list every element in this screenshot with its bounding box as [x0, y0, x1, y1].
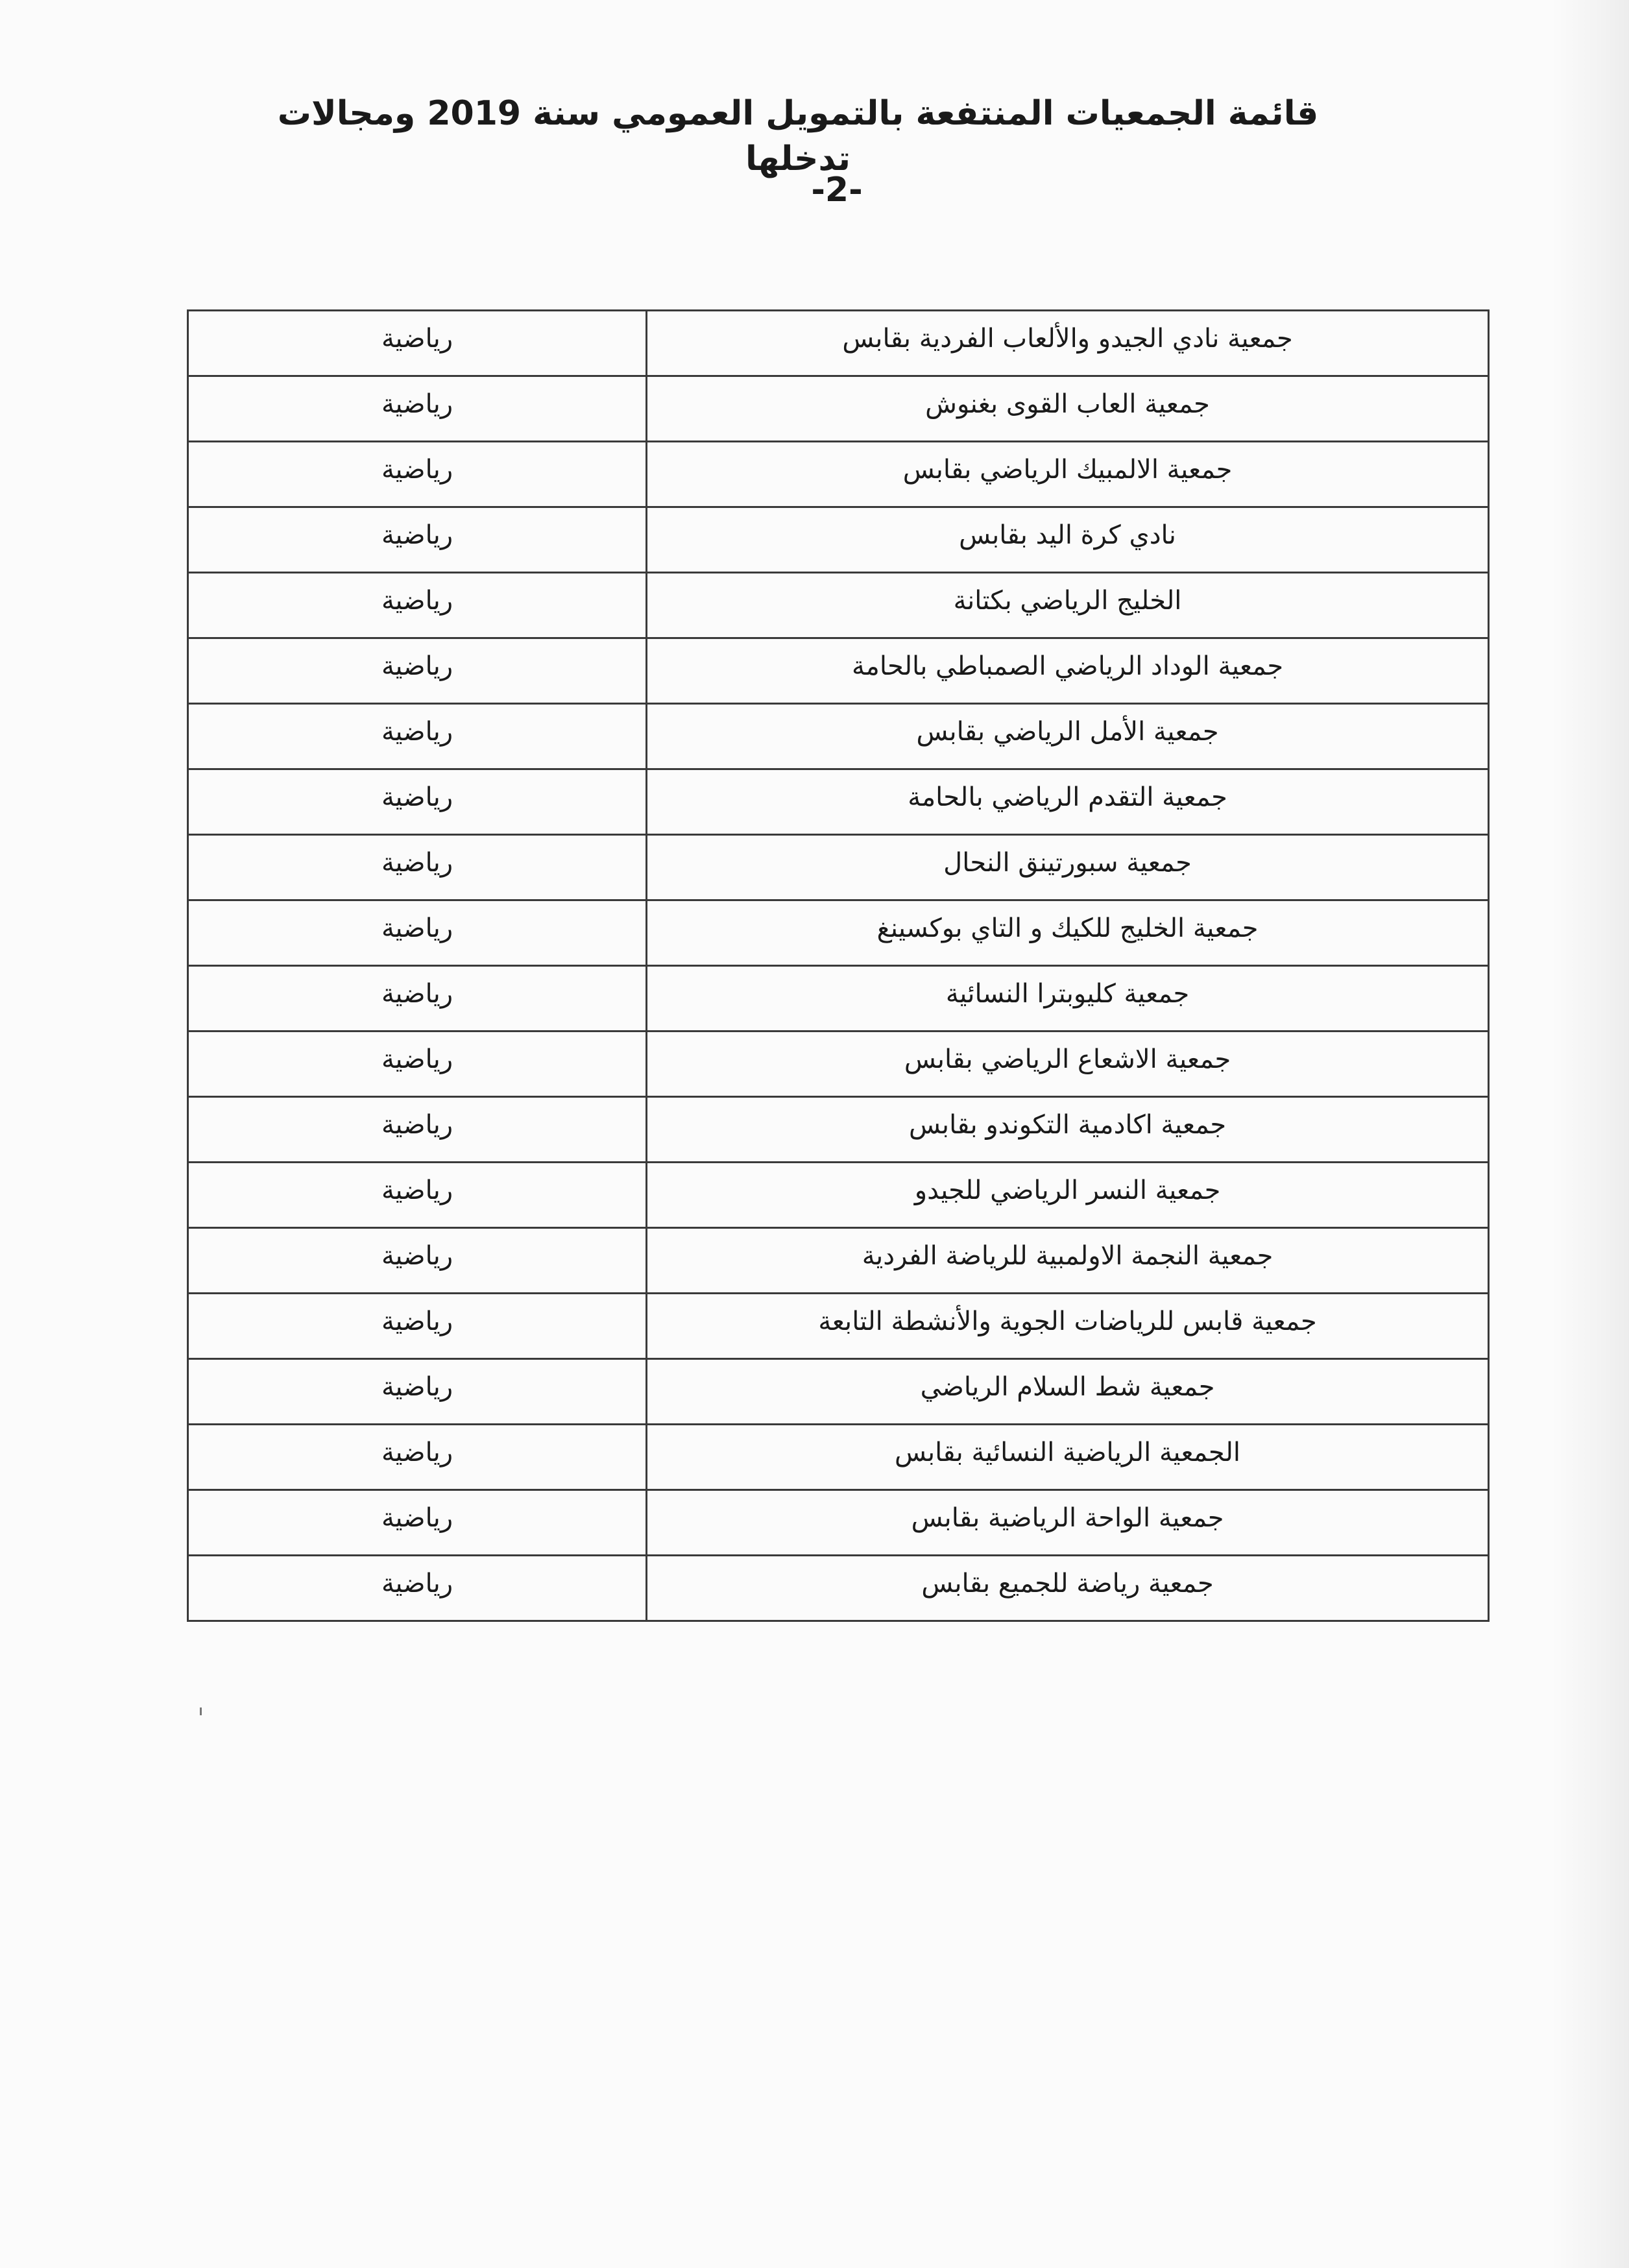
- field-cell: [188, 442, 647, 507]
- field-of-activity: رياضية: [381, 1503, 453, 1533]
- field-cell: [188, 1556, 647, 1621]
- association-name: جمعية سبورتينق النحال: [943, 848, 1192, 878]
- table-row: [188, 1425, 1489, 1490]
- field-of-activity: رياضية: [381, 1307, 453, 1336]
- table-row: [188, 769, 1489, 835]
- table-row: [188, 704, 1489, 769]
- field-cell: [188, 966, 647, 1031]
- association-name-cell: [647, 507, 1489, 573]
- association-name-cell: [647, 1031, 1489, 1097]
- field-of-activity: رياضية: [381, 782, 453, 812]
- association-name-cell: [647, 704, 1489, 769]
- association-name: جمعية الالمبيك الرياضي بقابس: [902, 455, 1233, 485]
- field-cell: [188, 1228, 647, 1294]
- table-row: [188, 835, 1489, 900]
- table-row: [188, 966, 1489, 1031]
- association-name-cell: [647, 442, 1489, 507]
- association-name: جمعية اكادمية التكوندو بقابس: [908, 1110, 1227, 1140]
- field-cell: [188, 376, 647, 442]
- field-cell: [188, 1294, 647, 1359]
- table-row: [188, 1031, 1489, 1097]
- associations-table: [187, 309, 1490, 1622]
- field-of-activity: رياضية: [381, 1438, 453, 1467]
- association-name-cell: [647, 1097, 1489, 1163]
- association-name: جمعية العاب القوى بغنوش: [925, 389, 1210, 419]
- association-name: جمعية التقدم الرياضي بالحامة: [908, 782, 1227, 812]
- field-cell: [188, 1097, 647, 1163]
- association-name: جمعية شط السلام الرياضي: [920, 1372, 1215, 1402]
- field-cell: [188, 1031, 647, 1097]
- field-of-activity: رياضية: [381, 324, 453, 354]
- association-name-cell: [647, 573, 1489, 638]
- field-of-activity: رياضية: [381, 389, 453, 419]
- field-of-activity: رياضية: [381, 1176, 453, 1205]
- association-name: جمعية الخليج للكيك و التاي بوكسينغ: [876, 913, 1259, 943]
- field-of-activity: رياضية: [381, 1241, 453, 1271]
- table-row: [188, 1294, 1489, 1359]
- table-row: [188, 311, 1489, 376]
- table-row: [188, 638, 1489, 704]
- association-name: جمعية الواحة الرياضية بقابس: [911, 1503, 1224, 1533]
- association-name: جمعية الأمل الرياضي بقابس: [916, 717, 1219, 747]
- field-of-activity: رياضية: [381, 455, 453, 485]
- association-name-cell: [647, 769, 1489, 835]
- table-row: [188, 900, 1489, 966]
- association-name-cell: [647, 1163, 1489, 1228]
- field-of-activity: رياضية: [381, 1569, 453, 1598]
- association-name-cell: [647, 1228, 1489, 1294]
- field-of-activity: رياضية: [381, 1372, 453, 1402]
- field-cell: [188, 573, 647, 638]
- association-name-cell: [647, 1556, 1489, 1621]
- field-of-activity: رياضية: [381, 717, 453, 747]
- field-cell: [188, 1425, 647, 1490]
- association-name: جمعية النسر الرياضي للجيدو: [914, 1176, 1221, 1205]
- field-of-activity: رياضية: [381, 520, 453, 550]
- table-row: [188, 1163, 1489, 1228]
- field-of-activity: رياضية: [381, 979, 453, 1009]
- association-name-cell: [647, 1294, 1489, 1359]
- association-name: جمعية النجمة الاولمبية للرياضة الفردية: [862, 1241, 1273, 1271]
- association-name: نادي كرة اليد بقابس: [959, 520, 1176, 550]
- document-title: قائمة الجمعيات المنتفعة بالتمويل العمومي سنة 2019 ومجالات تدخلها: [277, 94, 1319, 178]
- association-name-cell: [647, 835, 1489, 900]
- field-cell: [188, 769, 647, 835]
- association-name-cell: [647, 1490, 1489, 1556]
- table-row: [188, 1228, 1489, 1294]
- field-cell: [188, 900, 647, 966]
- table-row: [188, 1556, 1489, 1621]
- association-name: جمعية قابس للرياضات الجوية والأنشطة التابعة: [818, 1307, 1317, 1336]
- field-cell: [188, 835, 647, 900]
- association-name: جمعية كليوبترا النسائية: [945, 979, 1190, 1009]
- page-number: -2-: [811, 171, 863, 210]
- table-row: [188, 573, 1489, 638]
- page-shadow-edge: [1551, 0, 1629, 2268]
- association-name: جمعية الاشعاع الرياضي بقابس: [904, 1044, 1231, 1074]
- association-name-cell: [647, 900, 1489, 966]
- association-name-cell: [647, 638, 1489, 704]
- table-row: [188, 1490, 1489, 1556]
- field-of-activity: رياضية: [381, 913, 453, 943]
- field-cell: [188, 638, 647, 704]
- association-name-cell: [647, 376, 1489, 442]
- field-of-activity: رياضية: [381, 651, 453, 681]
- field-cell: [188, 507, 647, 573]
- field-cell: [188, 1359, 647, 1425]
- field-of-activity: رياضية: [381, 1110, 453, 1140]
- field-cell: [188, 311, 647, 376]
- field-cell: [188, 704, 647, 769]
- field-of-activity: رياضية: [381, 848, 453, 878]
- association-name-cell: [647, 966, 1489, 1031]
- field-cell: [188, 1163, 647, 1228]
- table-row: [188, 442, 1489, 507]
- association-name-cell: [647, 1359, 1489, 1425]
- association-name: الجمعية الرياضية النسائية بقابس: [895, 1438, 1240, 1467]
- table-row: [188, 376, 1489, 442]
- table-row: [188, 507, 1489, 573]
- association-name: جمعية نادي الجيدو والألعاب الفردية بقابس: [842, 324, 1293, 354]
- table-row: [188, 1097, 1489, 1163]
- association-name-cell: [647, 1425, 1489, 1490]
- association-name-cell: [647, 311, 1489, 376]
- field-of-activity: رياضية: [381, 586, 453, 616]
- association-name: جمعية الوداد الرياضي الصمباطي بالحامة: [851, 651, 1284, 681]
- scan-mark: [200, 1707, 202, 1715]
- field-cell: [188, 1490, 647, 1556]
- association-name: الخليج الرياضي بكتانة: [953, 586, 1182, 616]
- table-row: [188, 1359, 1489, 1425]
- field-of-activity: رياضية: [381, 1044, 453, 1074]
- association-name: جمعية رياضة للجميع بقابس: [921, 1569, 1214, 1598]
